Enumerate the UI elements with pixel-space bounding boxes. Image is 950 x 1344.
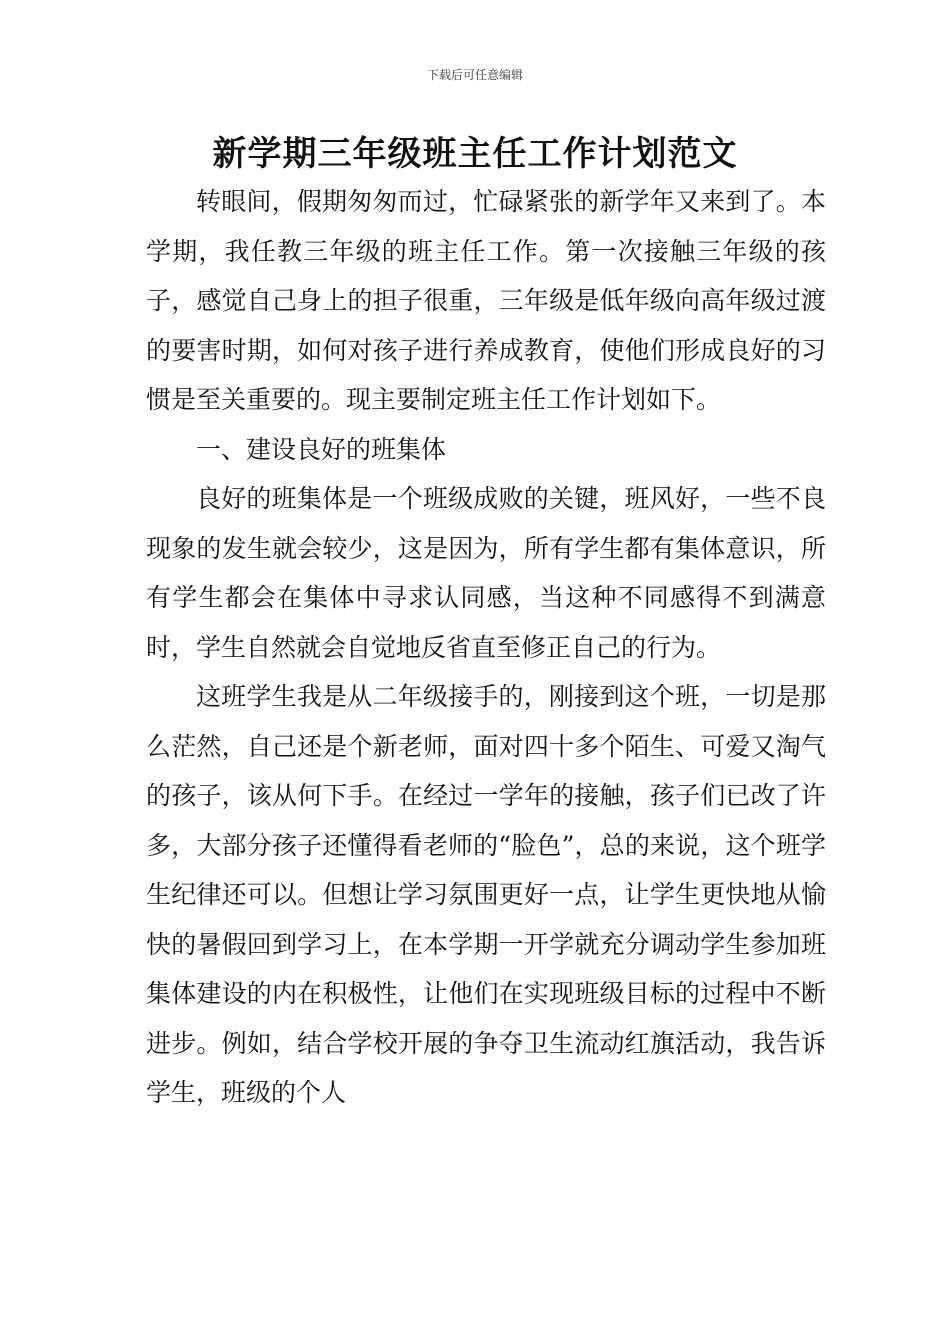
header-note: 下载后可任意编辑 (426, 68, 523, 82)
document-body (146, 177, 826, 1118)
paragraph-intro: 转眼间，假期匆匆而过，忙碌紧张的新学年又来到了。本学期，我任教三年级的班主任工作。第一次接触三年级的孩子，感觉自己身上的担子很重，三年级是低年级向高年级过渡的要害时期，如何对孩子进行养成教育，使他们形成良好的习惯是至关重要的。现主要制定班主任工作计划如下。 (146, 187, 826, 414)
paragraph-class-experience: 这班学生我是从二年级接手的，刚接到这个班，一切是那么茫然，自己还是个新老师，面对四十多个陌生、可爱又淘气的孩子，该从何下手。在经过一学年的接触，孩子们已改了许多，大部分孩子还懂得看老师的“脸色”，总的来说，这个班学生纪律还可以。但想让学习氛围更好一点，让学生更快地从愉快的暑假回到学习上，在本学期一开学就充分调动学生参加班集体建设的内在积极性，让他们在实现班级目标的过程中不断进步。例如，结合学校开展的争夺卫生流动红旗活动，我告诉学生，班级的个人 (146, 682, 826, 1107)
section-heading: 一、建设良好的班集体 (196, 434, 447, 464)
paragraph-class-collective: 良好的班集体是一个班级成败的关键，班风好，一些不良现象的发生就会较少，这是因为，所有学生都有集体意识，所有学生都会在集体中寻求认同感，当这种不同感得不到满意时，学生自然就会自觉地反省直至修正自己的行为。 (146, 484, 826, 662)
document-title: 新学期三年级班主任工作计划范文 (212, 134, 738, 174)
